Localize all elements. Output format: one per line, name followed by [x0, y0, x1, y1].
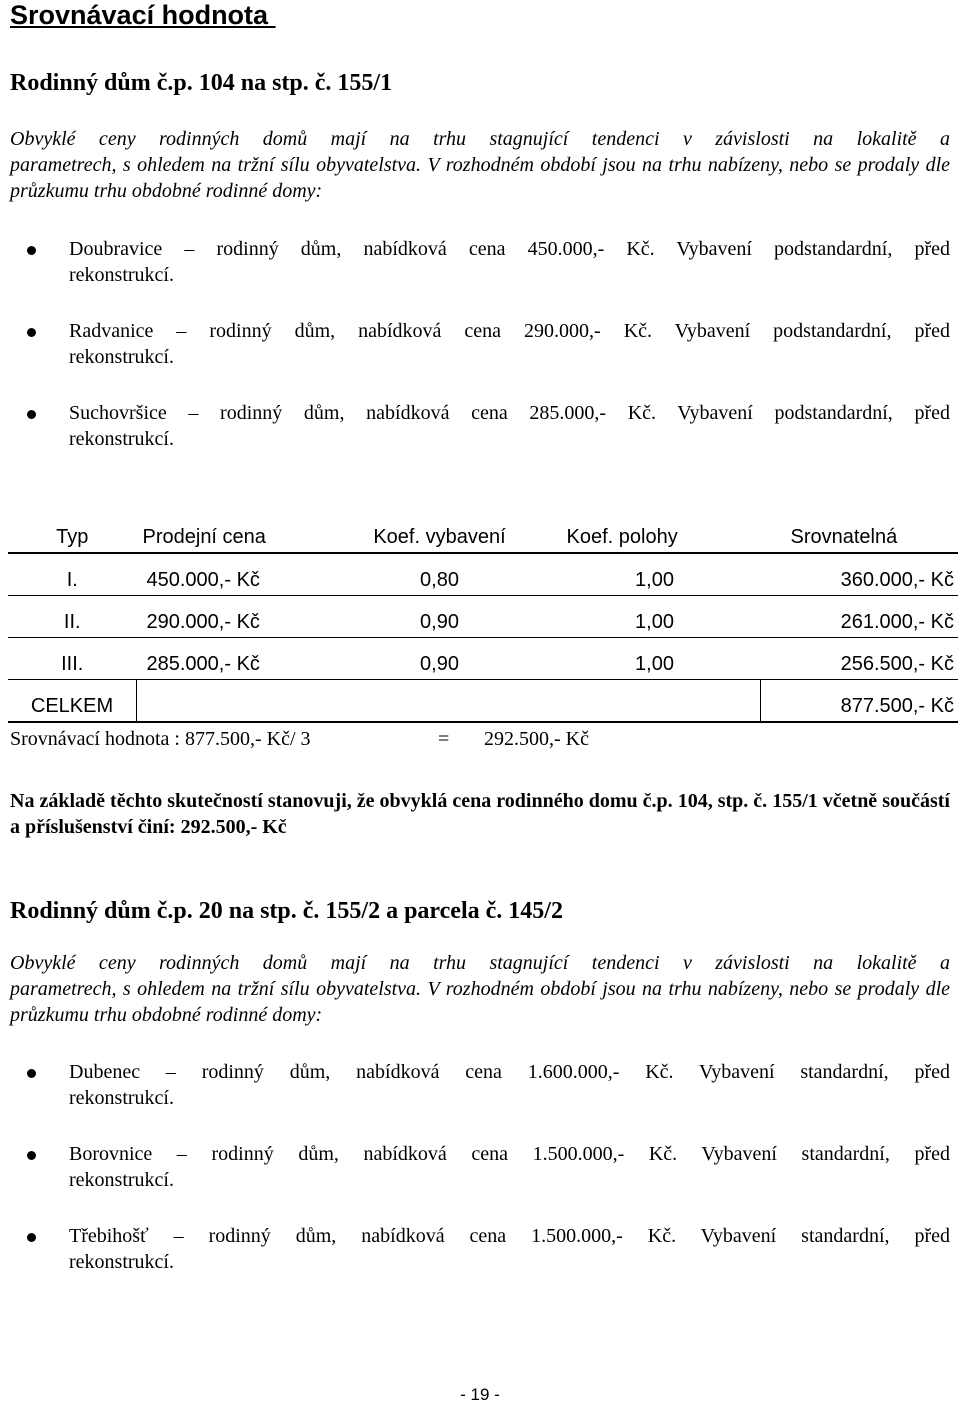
list-item — [69, 318, 950, 370]
list-item-line2: rekonstrukcí. — [69, 264, 174, 286]
list-item — [69, 1141, 950, 1193]
list-item-line1: Doubravice – rodinný dům, nabídková cena 450.000,- Kč. Vybavení podstandardní, před — [69, 238, 950, 260]
comparison-calculation — [10, 728, 589, 751]
bullet-icon — [27, 1233, 36, 1242]
column-header: Srovnatelná — [761, 511, 959, 553]
table-cell: 1,00 — [549, 553, 761, 596]
list-item-line1: Třebihošť – rodinný dům, nabídková cena 1.500.000,- Kč. Vybavení standardní, před — [69, 1225, 950, 1247]
page-title: Srovnávací hodnota — [10, 0, 276, 30]
table-cell: 1,00 — [549, 596, 761, 638]
section2-paragraph-line1: Obvyklé ceny rodinných domů mají na trhu stagnující tendenci v závislosti na lokalitě a — [10, 952, 950, 974]
table-cell: 261.000,- Kč — [761, 596, 959, 638]
column-header: Koef. vybavení — [331, 511, 549, 553]
list-item-line1: Borovnice – rodinný dům, nabídková cena 1.500.000,- Kč. Vybavení standardní, před — [69, 1143, 950, 1165]
total-label: CELKEM — [8, 680, 137, 723]
list-item-line1: Dubenec – rodinný dům, nabídková cena 1.600.000,- Kč. Vybavení standardní, před — [69, 1061, 950, 1083]
total-empty-cell — [137, 680, 761, 723]
comparison-table — [8, 511, 958, 723]
table-cell: 1,00 — [549, 638, 761, 680]
list-item-line2: rekonstrukcí. — [69, 1087, 174, 1109]
table-cell: 256.500,- Kč — [761, 638, 959, 680]
total-value: 877.500,- Kč — [761, 680, 959, 723]
table-row — [8, 553, 958, 596]
page-number: - 19 - — [460, 1385, 500, 1404]
list-item-line2: rekonstrukcí. — [69, 346, 174, 368]
conclusion-text: Na základě těchto skutečností stanovuji, že obvyklá cena rodinného domu č.p. 104, stp. č. 155/1 včetně součástí a příslušenství činí: 292.500,- Kč — [10, 790, 950, 838]
table-row — [8, 638, 958, 680]
section2-paragraph-rest: parametrech, s ohledem na tržní sílu obyvatelstva. V rozhodném období jsou na trhu nabízeny, nebo se prodaly dle průzkumu trhu obdobné rodinné domy: — [10, 978, 950, 1026]
list-item-line1: Radvanice – rodinný dům, nabídková cena 290.000,- Kč. Vybavení podstandardní, před — [69, 320, 950, 342]
section2-heading: Rodinný dům č.p. 20 na stp. č. 155/2 a parcela č. 145/2 — [10, 898, 563, 924]
list-item-line1: Suchovršice – rodinný dům, nabídková cena 285.000,- Kč. Vybavení podstandardní, před — [69, 402, 950, 424]
bullet-icon — [27, 1069, 36, 1078]
table-cell: 0,90 — [331, 638, 549, 680]
list-item — [69, 1223, 950, 1275]
table-cell: 360.000,- Kč — [761, 553, 959, 596]
section2-paragraph — [10, 950, 950, 1028]
section1-paragraph-rest: parametrech, s ohledem na tržní sílu obyvatelstva. V rozhodném období jsou na trhu nabízeny, nebo se prodaly dle průzkumu trhu obdobné rodinné domy: — [10, 154, 950, 202]
calc-label: Srovnávací hodnota : 877.500,- Kč/ 3 — [10, 728, 311, 750]
list-item — [69, 236, 950, 288]
list-item-line2: rekonstrukcí. — [69, 1169, 174, 1191]
table-row — [8, 596, 958, 638]
bullet-icon — [27, 410, 36, 419]
calc-result: 292.500,- Kč — [484, 728, 589, 750]
table-cell: 450.000,- Kč — [137, 553, 331, 596]
table-cell: 285.000,- Kč — [137, 638, 331, 680]
table-cell: II. — [8, 596, 137, 638]
bullet-icon — [27, 1151, 36, 1160]
table-cell: 290.000,- Kč — [137, 596, 331, 638]
calc-equals: = — [438, 728, 450, 750]
list-item-line2: rekonstrukcí. — [69, 428, 174, 450]
bullet-icon — [27, 246, 36, 255]
list-item — [69, 1059, 950, 1111]
table-cell: III. — [8, 638, 137, 680]
table-cell: 0,80 — [331, 553, 549, 596]
table-cell: 0,90 — [331, 596, 549, 638]
section1-heading: Rodinný dům č.p. 104 na stp. č. 155/1 — [10, 70, 393, 96]
section1-paragraph-line1: Obvyklé ceny rodinných domů mají na trhu stagnující tendenci v závislosti na lokalitě a — [10, 128, 950, 150]
column-header: Prodejní cena — [137, 511, 331, 553]
column-header: Typ — [8, 511, 137, 553]
bullet-icon — [27, 328, 36, 337]
table-cell: I. — [8, 553, 137, 596]
table-header-row — [8, 511, 958, 553]
column-header: Koef. polohy — [549, 511, 761, 553]
list-item-line2: rekonstrukcí. — [69, 1251, 174, 1273]
list-item — [69, 400, 950, 452]
table-total-row — [8, 680, 958, 723]
section1-paragraph — [10, 126, 950, 204]
